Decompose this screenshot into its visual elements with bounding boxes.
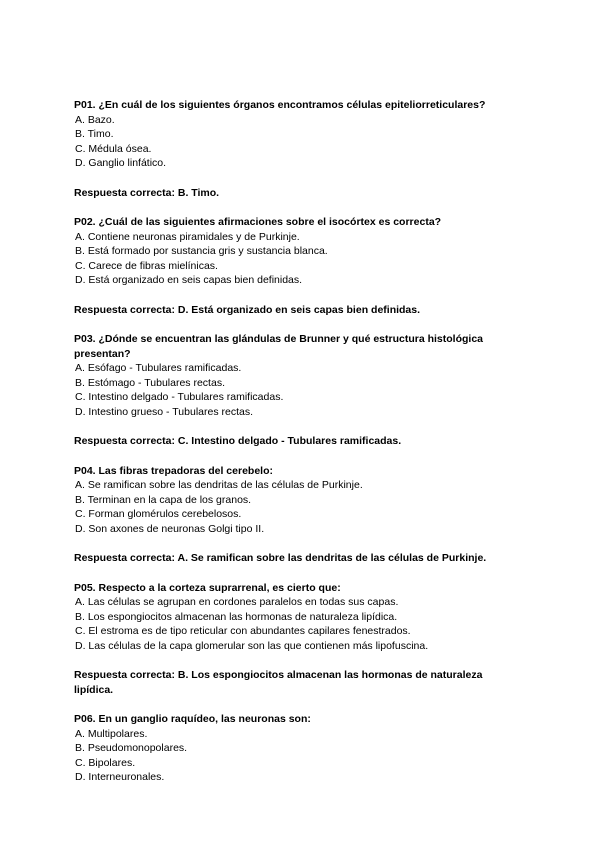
option-a: A. Se ramifican sobre las dendritas de las células de Purkinje. [75, 479, 363, 491]
option-a: A. Bazo. [75, 113, 115, 126]
question-text: P03. ¿Dónde se encuentran las glándulas de Brunner y qué estructura histológica presentan? [74, 333, 484, 360]
correct-answer: Respuesta correcta: A. Se ramifican sobre las dendritas de las células de Purkinje. [74, 552, 487, 564]
option-c: C. Forman glomérulos cerebelosos. [75, 508, 242, 520]
question-text: P05. Respecto a la corteza suprarrenal, es cierto que: [74, 581, 341, 594]
option-c: C. Intestino delgado - Tubulares ramificadas. [75, 391, 284, 403]
question-block [74, 98, 524, 171]
correct-answer: Respuesta correcta: B. Los espongiocitos almacenan las hormonas de naturaleza lipídica. [74, 669, 483, 696]
option-b: B. Estómago - Tubulares rectas. [75, 376, 225, 389]
option-b: B. Timo. [75, 128, 114, 140]
question-block [74, 581, 524, 654]
option-b: B. Está formado por sustancia gris y sustancia blanca. [75, 245, 328, 257]
question-text: P06. En un ganglio raquídeo, las neuronas son: [74, 713, 311, 725]
option-c: C. Médula ósea. [75, 142, 152, 155]
question-text: P02. ¿Cuál de las siguientes afirmaciones sobre el isocórtex es correcta? [74, 216, 442, 228]
option-c: C. El estroma es de tipo reticular con abundantes capilares fenestrados. [75, 625, 411, 637]
correct-answer: Respuesta correcta: D. Está organizado en seis capas bien definidas. [74, 303, 421, 316]
option-d: D. Intestino grueso - Tubulares rectas. [75, 405, 254, 418]
option-a: A. Esófago - Tubulares ramificadas. [75, 362, 242, 374]
question-list [74, 98, 524, 800]
question-block [74, 332, 524, 419]
correct-answer: Respuesta correcta: C. Intestino delgado - Tubulares ramificadas. [74, 435, 402, 447]
option-d: D. Ganglio linfático. [75, 157, 167, 169]
option-c: C. Carece de fibras mielínicas. [75, 259, 218, 272]
option-a: A. Contiene neuronas piramidales y de Purkinje. [75, 230, 300, 243]
question-text: P01. ¿En cuál de los siguientes órganos encontramos células epiteliorreticulares? [74, 99, 486, 111]
question-block [74, 712, 524, 785]
option-c: C. Bipolares. [75, 756, 136, 769]
option-b: B. Terminan en la capa de los granos. [75, 493, 252, 506]
option-a: A. Multipolares. [75, 727, 148, 740]
option-d: D. Está organizado en seis capas bien definidas. [75, 274, 303, 286]
question-text: P04. Las fibras trepadoras del cerebelo: [74, 464, 273, 477]
option-d: D. Son axones de neuronas Golgi tipo II. [75, 522, 265, 535]
option-d: D. Interneuronales. [75, 771, 165, 783]
option-b: B. Pseudomonopolares. [75, 742, 188, 754]
correct-answer: Respuesta correcta: B. Timo. [74, 186, 220, 199]
option-b: B. Los espongiocitos almacenan las hormonas de naturaleza lipídica. [75, 610, 398, 623]
option-a: A. Las células se agrupan en cordones paralelos en todas sus capas. [75, 596, 399, 608]
option-d: D. Las células de la capa glomerular son las que contienen más lipofuscina. [75, 639, 429, 652]
question-block [74, 464, 524, 537]
question-block [74, 215, 524, 288]
